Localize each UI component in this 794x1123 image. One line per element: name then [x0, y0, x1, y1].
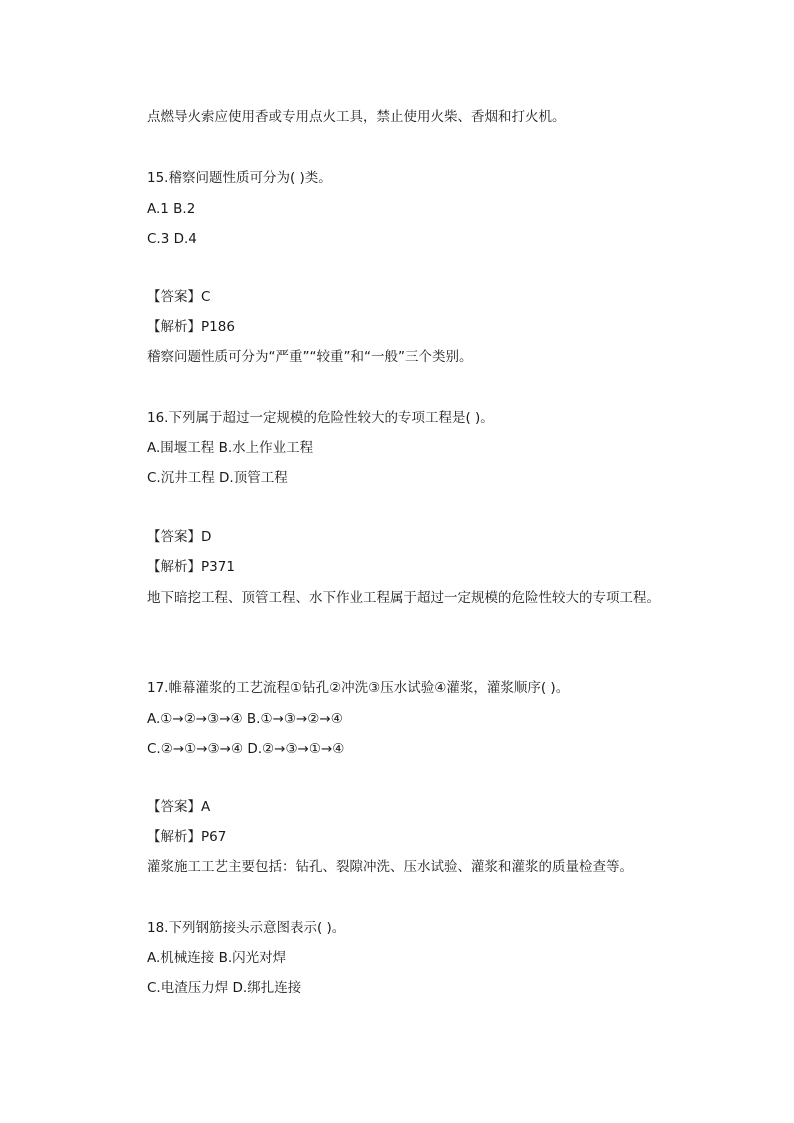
- question-15-options-cd: C.3 D.4: [147, 231, 197, 247]
- paragraph-ignition-rule: 点燃导火索应使用香或专用点火工具，禁止使用火柴、香烟和打火机。: [147, 109, 566, 125]
- question-17-answer: 【答案】A: [147, 799, 211, 815]
- question-18-options-cd: C.电渣压力焊 D.绑扎连接: [147, 980, 302, 996]
- question-15-options-ab: A.1 B.2: [147, 201, 196, 217]
- question-16-analysis-text: 地下暗挖工程、顶管工程、水下作业工程属于超过一定规模的危险性较大的专项工程。: [147, 590, 660, 606]
- question-18-stem: 18.下列钢筋接头示意图表示( )。: [147, 920, 346, 936]
- question-18-options-ab: A.机械连接 B.闪光对焊: [147, 950, 287, 966]
- question-15-analysis-text: 稽察问题性质可分为“严重”“较重”和“一般”三个类别。: [147, 349, 473, 365]
- question-17-analysis-text: 灌浆施工工艺主要包括：钻孔、裂隙冲洗、压水试验、灌浆和灌浆的质量检查等。: [147, 859, 633, 875]
- question-15-stem: 15.稽察问题性质可分为( )类。: [147, 170, 332, 186]
- question-17-analysis-ref: 【解析】P67: [147, 829, 227, 845]
- question-15-answer: 【答案】C: [147, 289, 211, 305]
- question-16-stem: 16.下列属于超过一定规模的危险性较大的专项工程是( )。: [147, 410, 494, 426]
- question-17-stem: 17.帷幕灌浆的工艺流程①钻孔②冲洗③压水试验④灌浆，灌浆顺序( )。: [147, 680, 570, 696]
- question-17-options-cd: C.②→①→③→④ D.②→③→①→④: [147, 741, 345, 757]
- question-16-options-ab: A.围堰工程 B.水上作业工程: [147, 440, 314, 456]
- question-15-analysis-ref: 【解析】P186: [147, 319, 235, 335]
- question-16-options-cd: C.沉井工程 D.顶管工程: [147, 470, 288, 486]
- question-16-analysis-ref: 【解析】P371: [147, 559, 235, 575]
- question-16-answer: 【答案】D: [147, 529, 212, 545]
- question-17-options-ab: A.①→②→③→④ B.①→③→②→④: [147, 711, 343, 727]
